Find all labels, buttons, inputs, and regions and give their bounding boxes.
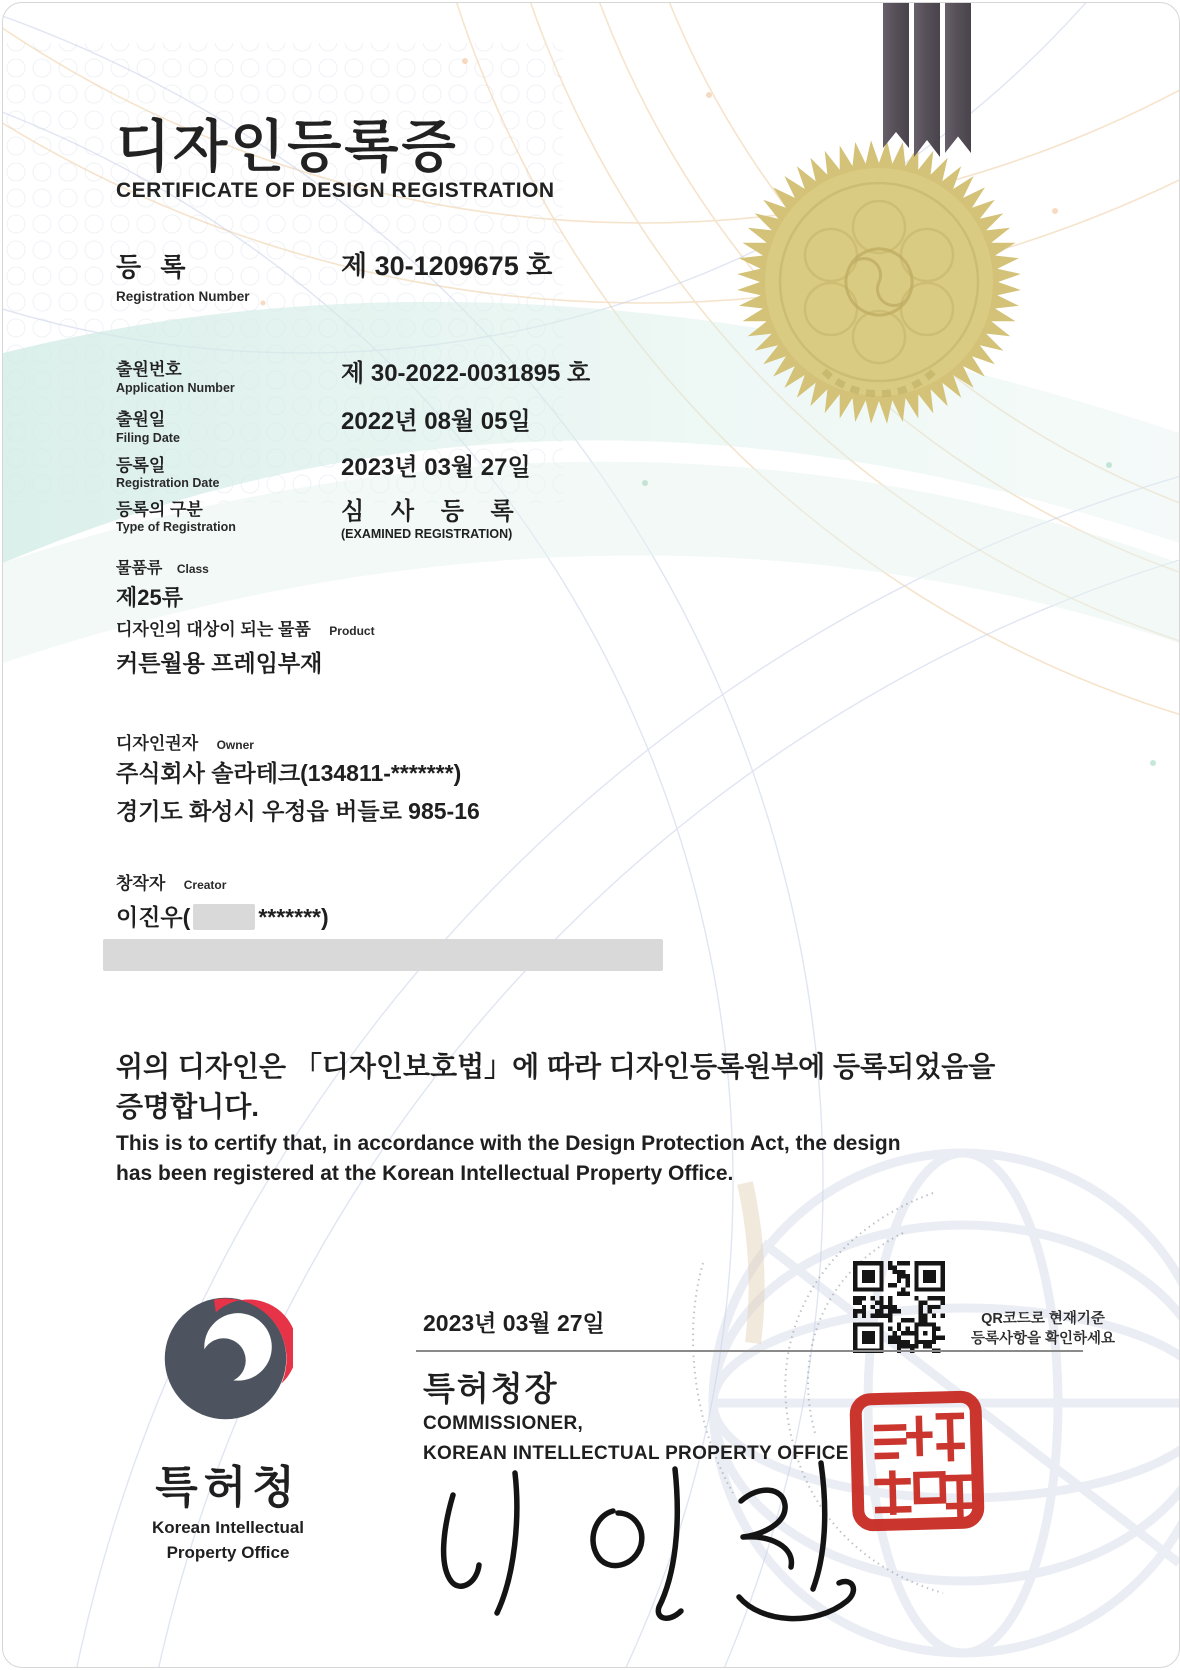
owner-label-en: Owner [216,738,254,752]
statement-en-line2: has been registered at the Korean Intellectual Property Office. [116,1162,734,1185]
registration-date-label-ko: 등록일 [116,456,166,475]
commissioner-stamp-icon [848,1389,986,1532]
creator-label-en: Creator [183,878,227,892]
filing-date-value: 2022년 08월 05일 [341,408,531,435]
commissioner-title-en1: COMMISSIONER, [423,1413,584,1434]
ribbon-stripe-middle-icon [914,3,940,157]
redacted-blur-bar [103,939,663,971]
product-label-en: Product [329,624,375,638]
creator-label-ko: 창작자 [116,874,166,893]
registration-type-value: 심 사 등 록 [341,498,524,525]
registration-number-value: 제 30-1209675 호 [341,251,553,281]
qr-code-icon [853,1261,945,1353]
owner-label-ko: 디자인권자 [116,734,199,753]
registration-label-en: Registration Number [116,289,250,304]
issue-date: 2023년 03월 27일 [423,1310,605,1336]
certificate-title-ko: 디자인등록증 [116,115,459,178]
commissioner-title-ko: 특허청장 [423,1370,559,1407]
filing-date-label-en: Filing Date [116,431,180,445]
registration-type-label-en: Type of Registration [116,520,236,534]
agency-name-ko: 특허청 [155,1463,301,1512]
ribbon-stripe-right-icon [945,3,971,153]
creator-name-suffix: *******) [258,904,329,930]
qr-caption-line2: 등록사항을 확인하세요 [970,1331,1116,1347]
statement-ko-line1: 위의 디자인은 「디자인보호법」에 따라 디자인등록원부에 등록되었음을 [116,1051,996,1082]
owner-name: 주식회사 솔라테크(134811-*******) [116,760,462,786]
class-value: 제25류 [116,585,183,610]
creator-name-prefix: 이진우( [116,904,191,930]
agency-name-en2: Property Office [166,1543,290,1562]
statement-en-line1: This is to certify that, in accordance with the Design Protection Act, the design [116,1132,901,1155]
registration-date-label-en: Registration Date [116,476,220,490]
registration-label-ko: 등 록 [116,252,192,282]
redacted-blur-creator-id [193,904,255,930]
qr-caption-line1: QR코드로 현재기준 [981,1311,1105,1327]
application-number-value: 제 30-2022-0031895 호 [341,360,591,387]
registration-date-value: 2023년 03월 27일 [341,454,531,481]
ribbon-stripe-left-icon [883,3,909,148]
certificate-page [2,2,1180,1668]
application-number-label-en: Application Number [116,381,235,395]
gold-seal-icon [736,139,1022,425]
filing-date-label-ko: 출원일 [116,410,166,429]
class-label-en: Class [176,562,209,576]
agency-name-en1: Korean Intellectual [151,1518,305,1537]
commissioner-title-en2: KOREAN INTELLECTUAL PROPERTY OFFICE [423,1443,849,1464]
registration-type-value-sub: (EXAMINED REGISTRATION) [341,527,513,541]
statement-ko-line2: 증명합니다. [116,1091,260,1122]
certificate-title-en: CERTIFICATE OF DESIGN REGISTRATION [116,179,555,202]
application-number-label-ko: 출원번호 [116,360,182,379]
owner-address: 경기도 화성시 우정읍 버들로 985-16 [116,798,480,824]
class-label-ko: 물품류 [116,560,163,577]
signature-divider [416,1350,1083,1352]
product-label-ko: 디자인의 대상이 되는 물품 [116,620,311,639]
commissioner-signature-icon [423,1455,863,1645]
product-value: 커튼월용 프레임부재 [116,650,323,676]
kipo-logo-icon [158,1291,293,1426]
registration-type-label-ko: 등록의 구분 [116,500,203,519]
